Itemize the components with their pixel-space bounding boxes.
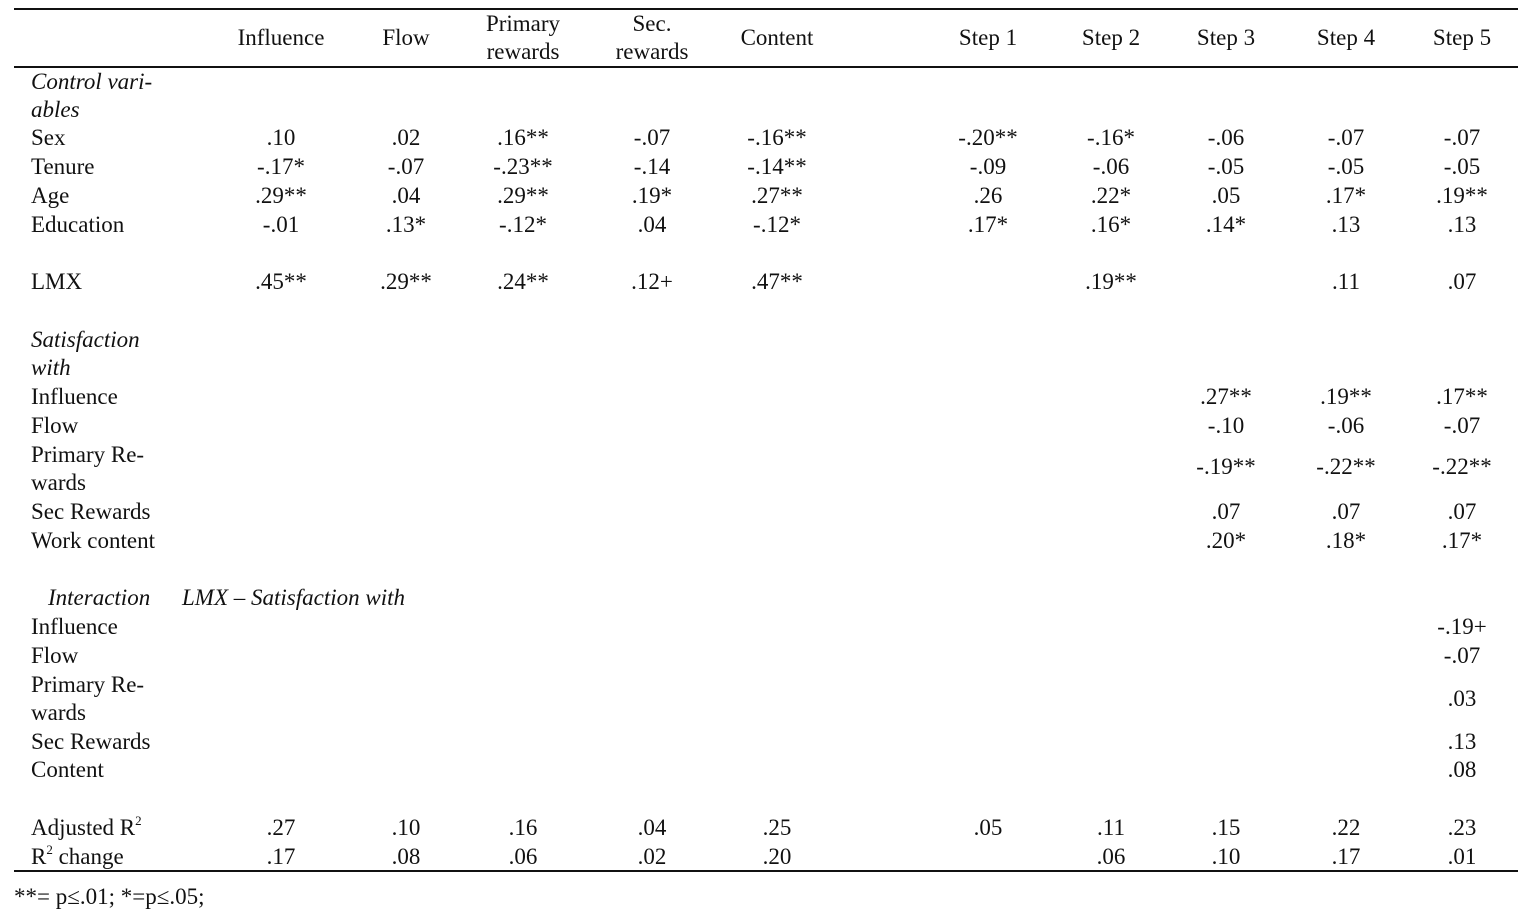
row-label-text: Flow	[31, 643, 79, 668]
row-label-text: Tenure	[31, 154, 95, 179]
cell-age-flow: .04	[391, 183, 421, 208]
row-label-text: Influence	[31, 614, 118, 639]
cell-sat-primary-step5: -.22**	[1432, 454, 1492, 479]
column-header-sec: rewards	[615, 39, 689, 64]
row-label-sat-sec	[31, 498, 150, 526]
cell-lmx-flow: .29**	[380, 269, 432, 294]
cell-r2-change-flow: .08	[391, 844, 421, 869]
cell-sat-primary-step3: -.19**	[1196, 454, 1256, 479]
cell-sex-step5: -.07	[1443, 125, 1481, 150]
cell-int-influence-step5: -.19+	[1437, 614, 1487, 639]
cell-sex-influence: .10	[266, 125, 296, 150]
row-label-text: Sex	[31, 125, 66, 150]
section-heading-control: Control vari-	[31, 69, 153, 94]
row-label-sex	[31, 124, 66, 152]
column-header-primary: Primary	[485, 11, 561, 36]
row-label-lmx	[31, 268, 82, 296]
cell-adj-r2-step4: .22	[1331, 815, 1361, 840]
cell-sat-influence-step3: .27**	[1200, 384, 1252, 409]
superscript: 2	[135, 813, 142, 828]
header-rule	[14, 66, 1518, 68]
column-header-content: Content	[740, 25, 814, 50]
row-label-sat-primary	[31, 441, 144, 469]
cell-tenure-primary: -.23**	[493, 154, 553, 179]
cell-education-step3: .14*	[1205, 212, 1247, 237]
cell-sat-sec-step3: .07	[1211, 499, 1241, 524]
cell-adj-r2-influence: .27	[266, 815, 296, 840]
row-label-int-sec	[31, 728, 150, 756]
row-label-sat-influence	[31, 383, 118, 411]
superscript: 2	[46, 842, 53, 857]
column-header-step2: Step 2	[1081, 25, 1141, 50]
cell-sat-sec-step5: .07	[1447, 499, 1477, 524]
cell-tenure-step4: -.05	[1327, 154, 1365, 179]
cell-r2-change-primary: .06	[508, 844, 538, 869]
cell-age-step2: .22*	[1090, 183, 1132, 208]
row-label-text: LMX	[31, 269, 83, 294]
cell-age-primary: .29**	[497, 183, 549, 208]
row-label-text: Work content	[31, 528, 155, 553]
cell-sat-influence-step5: .17**	[1436, 384, 1488, 409]
cell-age-influence: .29**	[255, 183, 307, 208]
cell-sex-step2: -.16*	[1087, 125, 1135, 150]
cell-r2-change-content: .20	[762, 844, 792, 869]
cell-tenure-step2: -.06	[1092, 154, 1130, 179]
cell-int-sec-step5: .13	[1447, 729, 1477, 754]
row-label-text: Content	[31, 757, 104, 782]
cell-tenure-step5: -.05	[1443, 154, 1481, 179]
cell-sex-step3: -.06	[1207, 125, 1245, 150]
cell-education-sec: .04	[637, 212, 667, 237]
top-rule	[14, 8, 1518, 10]
row-label-text: Primary Re-	[31, 672, 145, 697]
cell-sat-work-step4: .18*	[1325, 528, 1367, 553]
column-header-step3: Step 3	[1196, 25, 1256, 50]
cell-age-step3: .05	[1211, 183, 1241, 208]
cell-lmx-sec: .12+	[631, 269, 673, 294]
cell-lmx-primary: .24**	[497, 269, 549, 294]
row-label-text: Sec Rewards	[31, 729, 151, 754]
column-header-primary: rewards	[486, 39, 560, 64]
row-label-int-influence	[31, 613, 118, 641]
cell-sat-flow-step4: -.06	[1327, 413, 1365, 438]
cell-adj-r2-content: .25	[762, 815, 792, 840]
cell-lmx-influence: .45**	[255, 269, 307, 294]
cell-int-primary-step5: .03	[1447, 686, 1477, 711]
cell-sat-work-step5: .17*	[1441, 528, 1483, 553]
cell-adj-r2-step2: .11	[1097, 815, 1125, 840]
footnote: **= p≤.01; *=p≤.05;	[14, 884, 205, 909]
section-heading-control: ables	[31, 97, 80, 122]
cell-education-influence: -.01	[262, 212, 300, 237]
cell-tenure-step1: -.09	[969, 154, 1007, 179]
cell-adj-r2-flow: .10	[391, 815, 421, 840]
cell-r2-change-sec: .02	[637, 844, 667, 869]
cell-r2-change-step4: .17	[1331, 844, 1361, 869]
cell-lmx-step2: .19**	[1085, 269, 1137, 294]
cell-education-step2: .16*	[1090, 212, 1132, 237]
cell-adj-r2-sec: .04	[637, 815, 667, 840]
cell-education-primary: -.12*	[499, 212, 547, 237]
cell-sat-sec-step4: .07	[1331, 499, 1361, 524]
cell-sat-work-step3: .20*	[1205, 528, 1247, 553]
row-label-age	[31, 182, 69, 210]
section-heading-satisfaction: with	[31, 355, 71, 380]
cell-adj-r2-step1: .05	[973, 815, 1003, 840]
cell-sex-step4: -.07	[1327, 125, 1365, 150]
row-label-sat-primary-cont: wards	[31, 470, 86, 495]
cell-age-step4: .17*	[1325, 183, 1367, 208]
cell-lmx-content: .47**	[751, 269, 803, 294]
cell-adj-r2-primary: .16	[508, 815, 538, 840]
cell-tenure-sec: -.14	[633, 154, 671, 179]
cell-r2-change-step5: .01	[1447, 844, 1477, 869]
column-header-influence: Influence	[237, 25, 325, 50]
cell-age-step1: .26	[973, 183, 1003, 208]
cell-age-sec: .19*	[631, 183, 673, 208]
row-label-text: Influence	[31, 384, 118, 409]
row-label-text: Adjusted R	[31, 815, 136, 840]
cell-sat-flow-step3: -.10	[1207, 413, 1245, 438]
cell-sex-content: -.16**	[747, 125, 807, 150]
column-header-step4: Step 4	[1316, 25, 1376, 50]
column-header-step1: Step 1	[958, 25, 1018, 50]
row-label-r2-change	[31, 843, 124, 871]
cell-age-step5: .19**	[1436, 183, 1488, 208]
row-label-text: Primary Re-	[31, 442, 145, 467]
cell-education-content: -.12*	[753, 212, 801, 237]
cell-sex-sec: -.07	[633, 125, 671, 150]
row-label-sat-flow	[31, 412, 78, 440]
cell-lmx-step5: .07	[1447, 269, 1477, 294]
cell-int-content-step5: .08	[1447, 757, 1477, 782]
column-header-flow: Flow	[382, 25, 430, 50]
column-header-step5: Step 5	[1432, 25, 1492, 50]
cell-sat-primary-step4: -.22**	[1316, 454, 1376, 479]
row-label-text: Education	[31, 212, 125, 237]
cell-lmx-step4: .11	[1332, 269, 1360, 294]
section-heading-interaction-sub: LMX – Satisfaction with	[182, 585, 405, 610]
cell-adj-r2-step5: .23	[1447, 815, 1477, 840]
cell-tenure-influence: -.17*	[257, 154, 305, 179]
cell-r2-change-influence: .17	[266, 844, 296, 869]
cell-sex-primary: .16**	[497, 125, 549, 150]
row-label-text: Flow	[31, 413, 79, 438]
row-label-int-primary	[31, 671, 144, 699]
row-label-tenure	[31, 153, 95, 181]
cell-education-step1: .17*	[967, 212, 1009, 237]
row-label-sat-work	[31, 527, 155, 555]
row-label-text: Sec Rewards	[31, 499, 151, 524]
row-label-suffix: change	[52, 844, 124, 869]
cell-adj-r2-step3: .15	[1211, 815, 1241, 840]
section-heading-interaction: Interaction	[48, 585, 151, 610]
cell-r2-change-step2: .06	[1096, 844, 1126, 869]
row-label-int-flow	[31, 642, 78, 670]
cell-age-content: .27**	[751, 183, 803, 208]
cell-education-step4: .13	[1331, 212, 1361, 237]
row-label-adj-r2	[31, 814, 142, 842]
column-header-sec: Sec.	[632, 11, 672, 36]
cell-education-step5: .13	[1447, 212, 1477, 237]
cell-sat-flow-step5: -.07	[1443, 413, 1481, 438]
row-label-int-content	[31, 756, 104, 784]
row-label-text: R	[31, 844, 47, 869]
row-label-int-primary-cont: wards	[31, 700, 86, 725]
cell-tenure-step3: -.05	[1207, 154, 1245, 179]
cell-education-flow: .13*	[385, 212, 427, 237]
cell-sex-step1: -.20**	[958, 125, 1018, 150]
cell-r2-change-step3: .10	[1211, 844, 1241, 869]
cell-tenure-flow: -.07	[387, 154, 425, 179]
section-heading-satisfaction: Satisfaction	[31, 327, 140, 352]
cell-tenure-content: -.14**	[747, 154, 807, 179]
cell-sex-flow: .02	[391, 125, 421, 150]
row-label-education	[31, 211, 124, 239]
cell-int-flow-step5: -.07	[1443, 643, 1481, 668]
row-label-text: Age	[31, 183, 70, 208]
cell-sat-influence-step4: .19**	[1320, 384, 1372, 409]
